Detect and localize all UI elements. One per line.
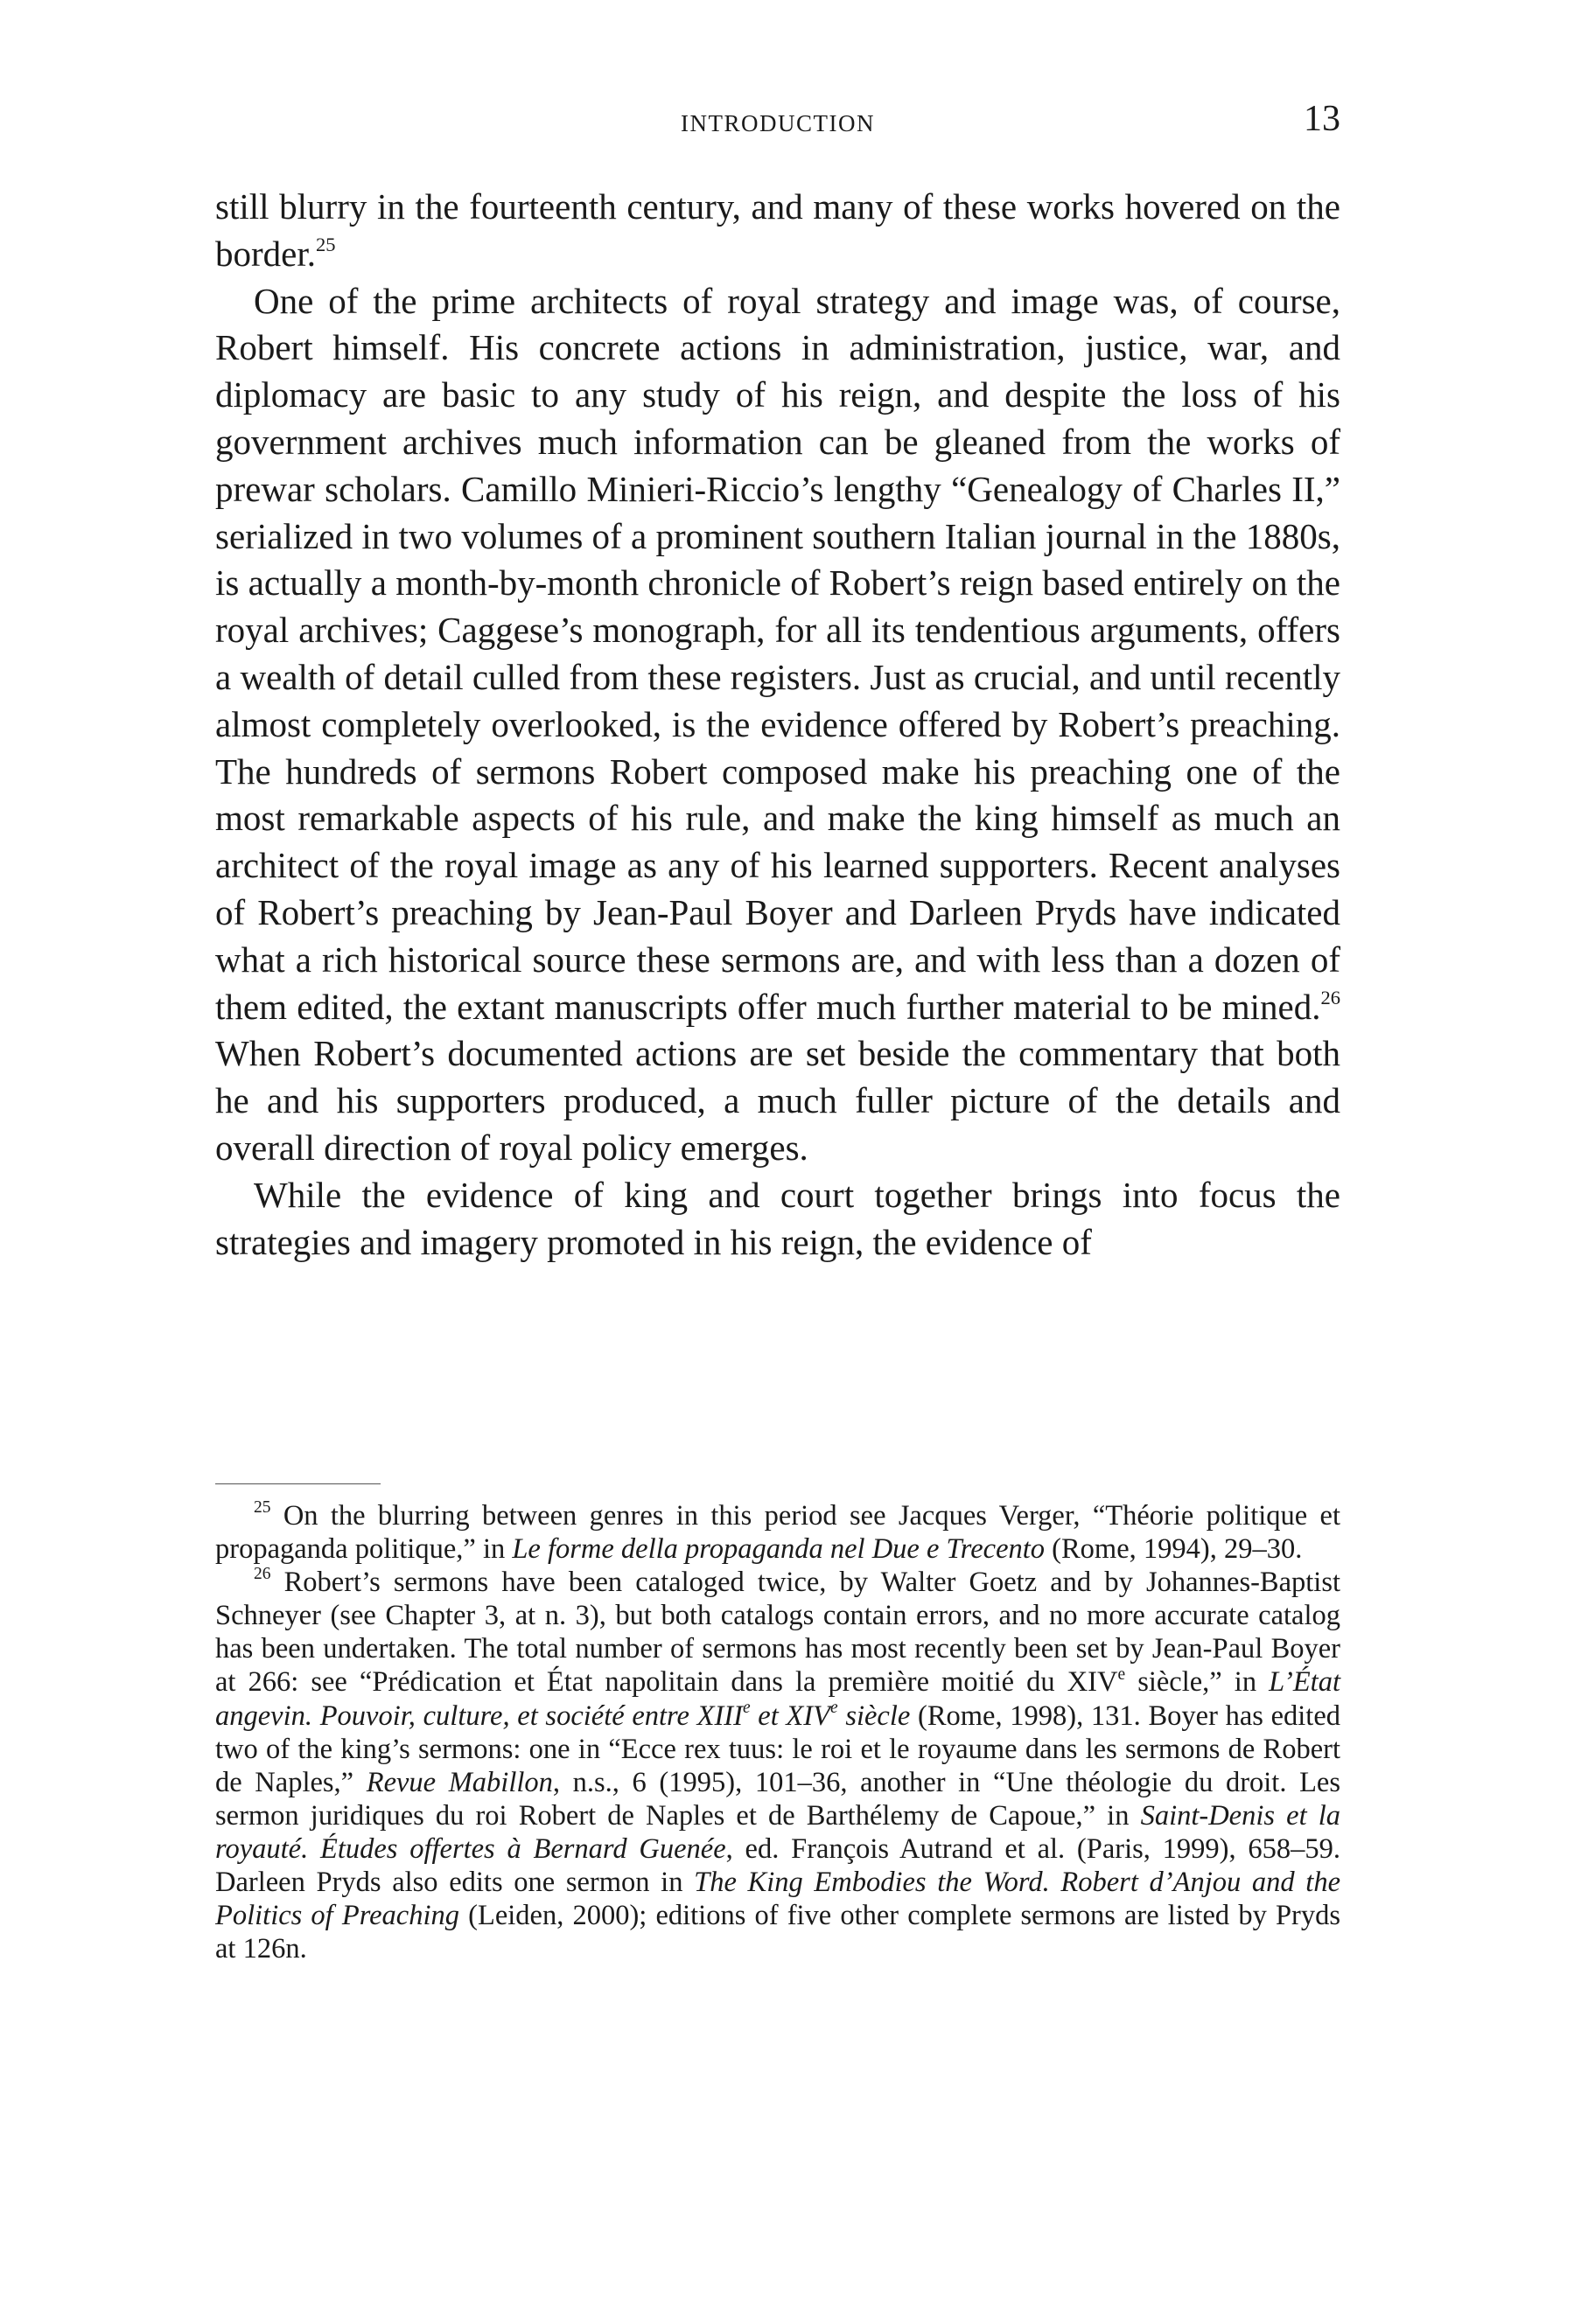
italic-title: Le forme della propaganda nel Due e Trecento bbox=[512, 1533, 1046, 1566]
page-number: 13 bbox=[1304, 99, 1340, 139]
footnote-ref: 26 bbox=[1320, 986, 1340, 1008]
text-run: still blurry in the fourteenth century, and many of these works hovered on the border. bbox=[215, 186, 1340, 274]
text-run: , ed. François Autrand et al. (Paris, 1999), 658–59. Darleen Pryds also edits one sermon in bbox=[215, 1832, 1341, 1899]
italic-title: The King Embodies the Word. Robert d’Anjou and the Politics of Preaching bbox=[215, 1867, 1340, 1932]
text-run: (Leiden, 2000); editions of five other complete sermons are listed by Pryds at 126n. bbox=[215, 1900, 1340, 1965]
text-run: Robert’s sermons have been cataloged twice, by Walter Goetz and by Johannes-Baptist Schneyer (see Chapter 3, at n. 3), but both catalogs contain errors, and no more accurate catalog has been undertaken. The total number of sermons has most recently been set by Jean-Paul Boyer at 266: see “Prédication et État napolitain dans la première moitié du XIV bbox=[215, 1567, 1340, 1699]
italic-title: siècle bbox=[837, 1699, 911, 1732]
text-run: , n.s., 6 (1995), 101–36, another in “Une théologie du droit. Les sermon juridiques du roi Robert de Naples et de Barthélemy de Capoue,” in bbox=[215, 1766, 1340, 1832]
italic-title: Revue Mabillon bbox=[366, 1766, 553, 1798]
italic-title: Saint-Denis et la royauté. Études offertes à Bernard Guenée bbox=[215, 1799, 1340, 1865]
text-run: (Rome, 1994), 29–30. bbox=[1045, 1533, 1303, 1566]
text-run: On the blurring between genres in this period see Jacques Verger, “Théorie politique et propaganda politique,” in bbox=[215, 1500, 1340, 1566]
running-head bbox=[215, 98, 1340, 150]
italic-title: et XIV bbox=[750, 1699, 830, 1732]
superscript: e bbox=[829, 1698, 838, 1717]
footnote-ref: 25 bbox=[254, 1498, 271, 1518]
footnote bbox=[215, 1499, 1340, 1566]
italic-title: L’État angevin. Pouvoir, culture, et société entre XIII bbox=[215, 1666, 1340, 1732]
superscript: e bbox=[742, 1698, 751, 1717]
footnote-ref: 26 bbox=[254, 1565, 271, 1584]
footnote bbox=[215, 1566, 1340, 1965]
running-title: INTRODUCTION bbox=[681, 110, 875, 136]
book-page bbox=[215, 0, 1340, 2324]
text-run: When Robert’s documented actions are set beside the commentary that both he and his supporters produced, a much fuller picture of the details and overall direction of royal policy emerges. bbox=[215, 1033, 1340, 1168]
paragraph bbox=[215, 278, 1340, 1172]
paragraph bbox=[215, 1172, 1340, 1267]
footnote-separator bbox=[215, 1483, 381, 1484]
footnote-ref: 25 bbox=[316, 233, 336, 255]
body-text bbox=[215, 184, 1340, 1266]
text-run: (Rome, 1998), 131. Boyer has edited two of the king’s sermons: one in “Ecce rex tuus: le roi et le royaume dans les sermons de Robert de Naples,” bbox=[215, 1699, 1341, 1798]
paragraph bbox=[215, 184, 1340, 278]
text-run: While the evidence of king and court together brings into focus the strategies and imagery promoted in his reign, the evidence of bbox=[215, 1174, 1340, 1262]
text-run: One of the prime architects of royal strategy and image was, of course, Robert himself. His concrete actions in administration, justice, war, and diplomacy are basic to any study of his reign, and despite the loss of his government archives much information can be gleaned from the works of prewar scholars. Camillo Minieri-Riccio’s lengthy “Genealogy of Charles II,” serialized in two volumes of a prominent southern Italian journal in the 1880s, is actually a month-by-month chronicle of Robert’s reign based entirely on the royal archives; Caggese’s monograph, for all its tendentious arguments, offers a wealth of detail culled from these registers. Just as crucial, and until recently almost completely overlooked, is the evidence offered by Robert’s preaching. The hundreds of sermons Robert composed make his preaching one of the most remarkable aspects of his rule, and make the king himself as much an architect of the royal image as any of his learned supporters. Recent analyses of Robert’s preaching by Jean-Paul Boyer and Darleen Pryds have indicated what a rich historical source these sermons are, and with less than a dozen of them edited, the extant manuscripts offer much further material to be mined. bbox=[215, 280, 1340, 1027]
footnotes bbox=[215, 1499, 1340, 1965]
text-run: siècle,” in bbox=[1125, 1666, 1270, 1699]
superscript: e bbox=[1117, 1664, 1126, 1684]
